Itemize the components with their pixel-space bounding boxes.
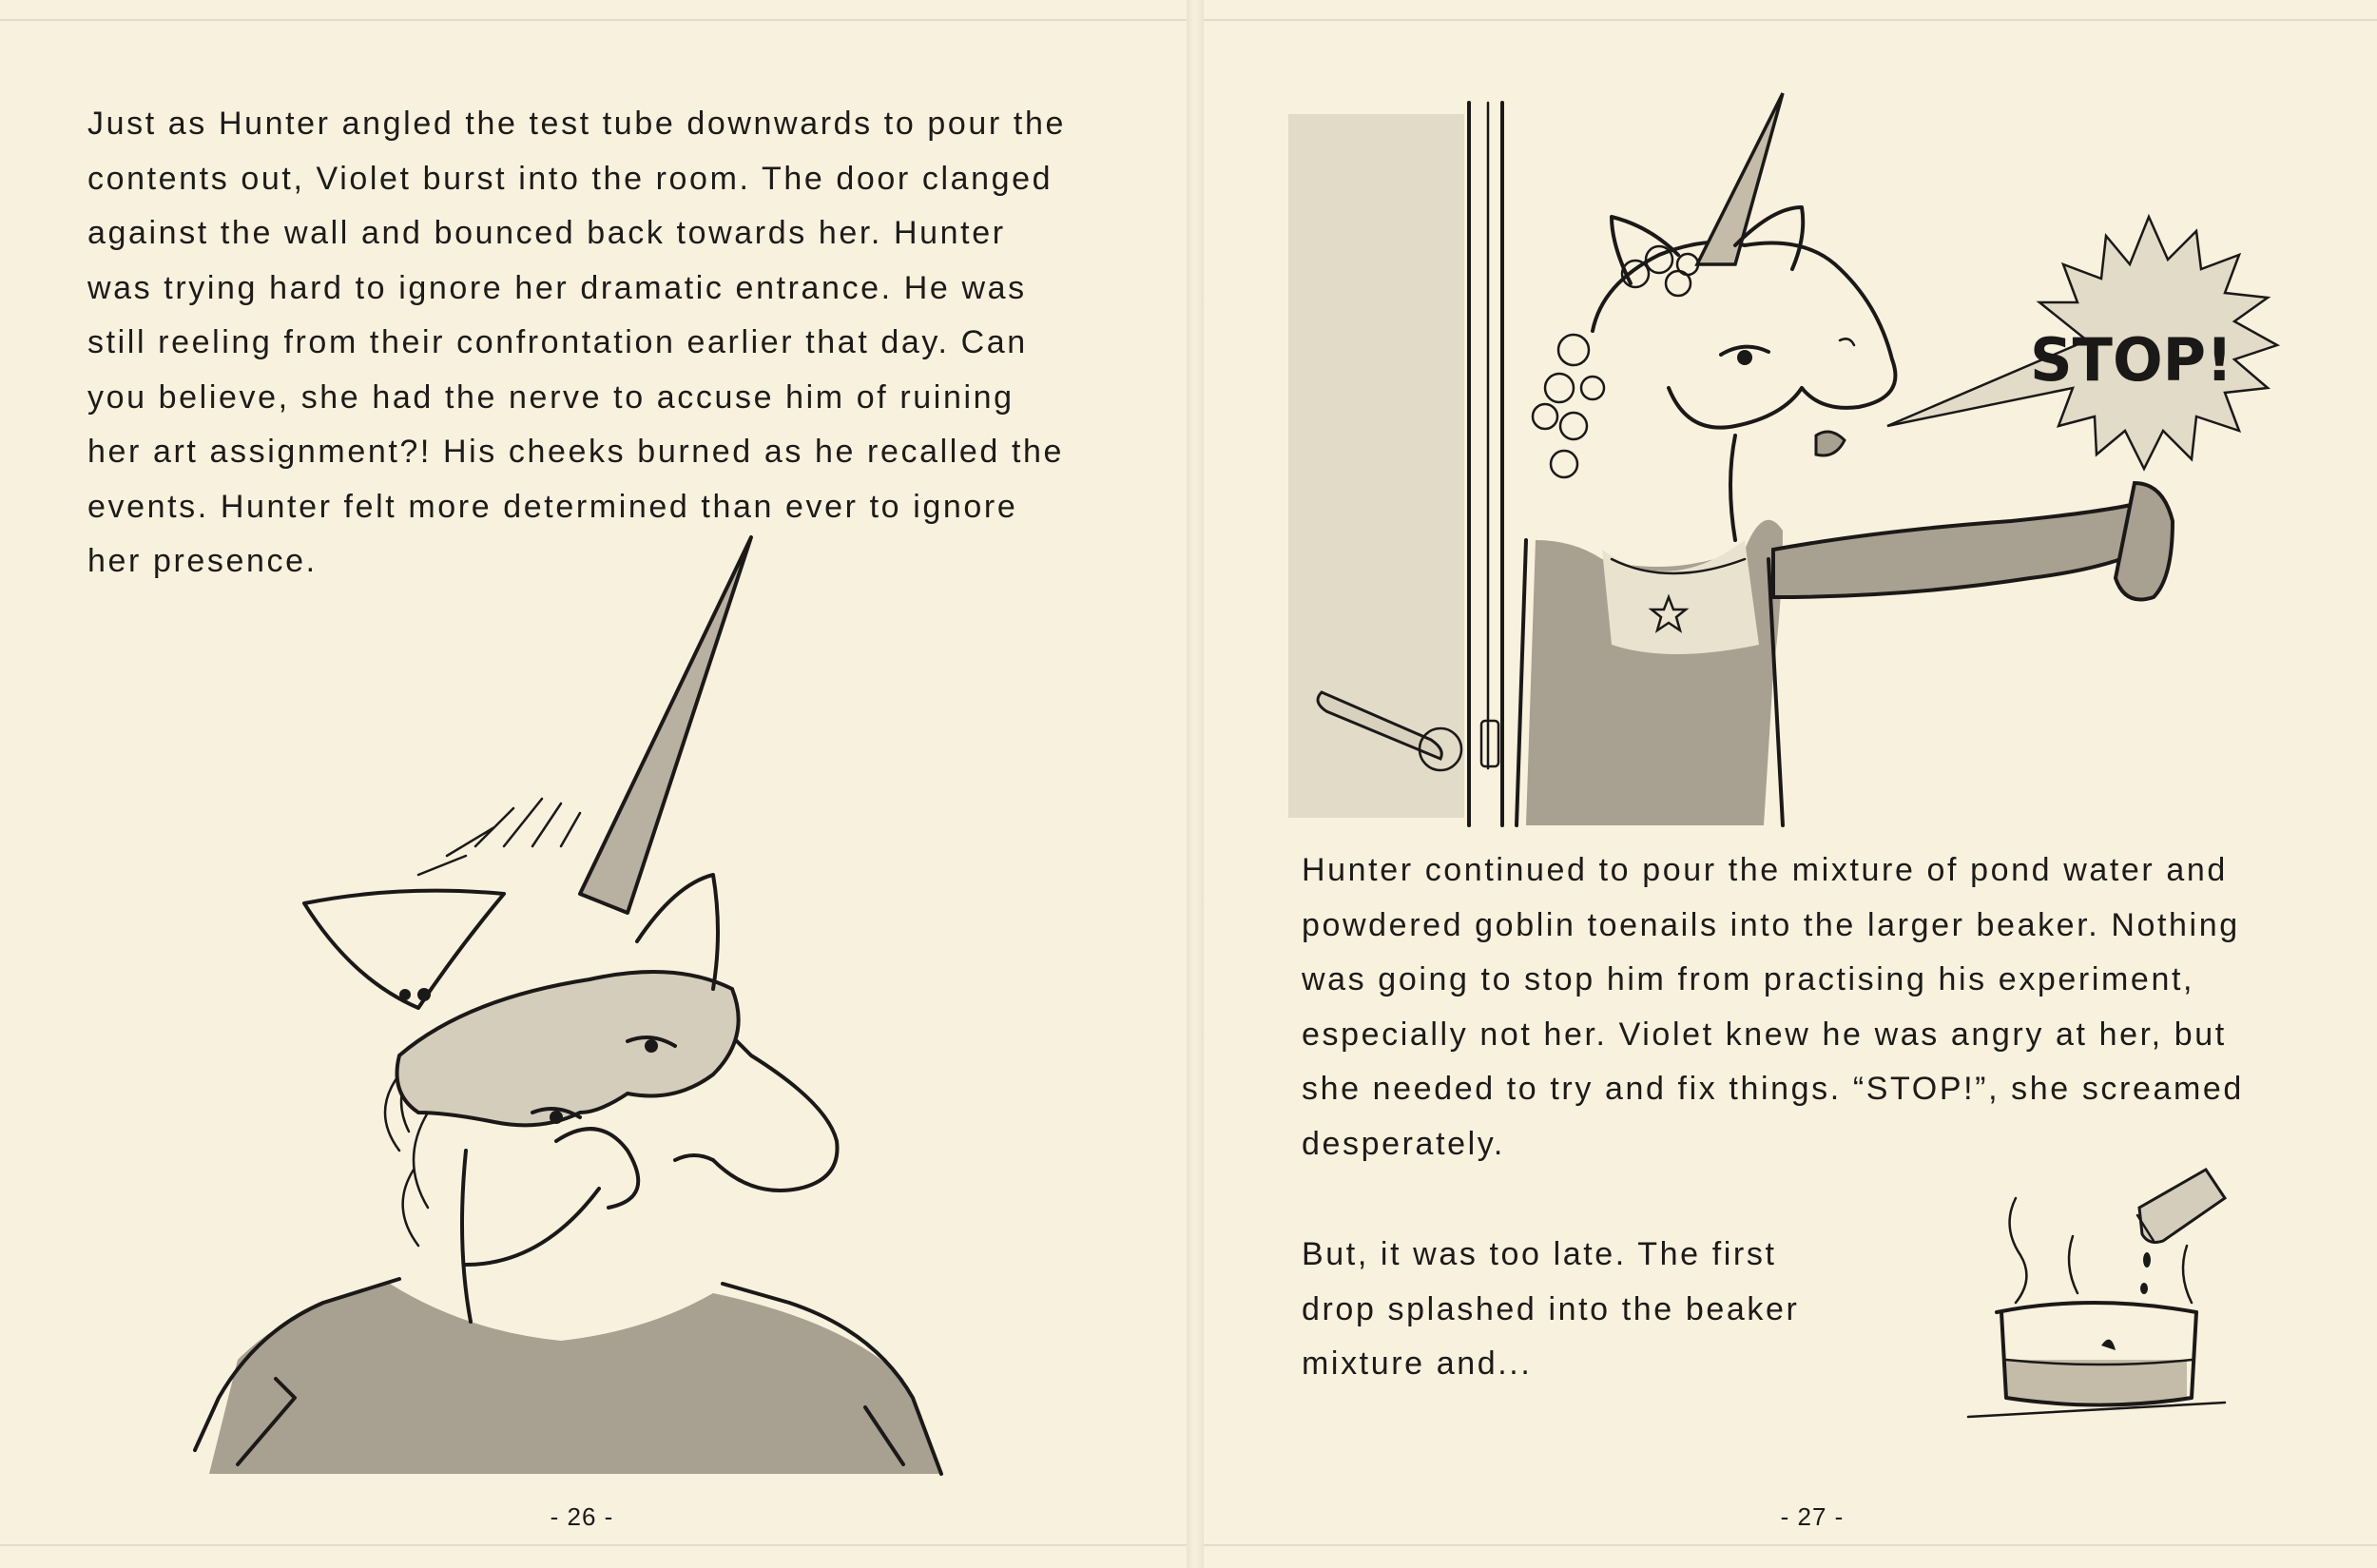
beaker-illustration [1949, 1170, 2234, 1426]
left-page-paragraph: Just as Hunter angled the test tube downwards to pour the contents out, Violet burst into the room. The door clanged against the wall and bounced back towards her. Hunter was trying hard to ignore her dramatic entrance. He was still reeling from their confrontation earlier that day. Can you believe, she had the nerve to accuse him of ruining her art assignment?! His cheeks burned as he recalled the events. Hunter felt more determined than ever to ignore her presence. [87, 106, 1066, 579]
right-page-paragraph-2: But, it was too late. The first drop splashed into the beaker mixture and... [1302, 1236, 1800, 1382]
page-number-left: - 26 - [550, 1502, 614, 1531]
right-page-paragraph-1: Hunter continued to pour the mixture of pond water and powdered goblin toenails into the larger beaker. Nothing was going to stop him from practising his experiment, especially not her. Violet knew he was angry at her, but she needed to try and fix things. “STOP!”, she screamed desperately. [1302, 852, 2244, 1162]
unicorn-hunter-illustration [181, 542, 1036, 1483]
page-number-right: - 27 - [1780, 1502, 1845, 1531]
door-scene-illustration [1288, 103, 2239, 825]
test-tube-illustration [2137, 1170, 2225, 1294]
speech-bubble-text: STOP! [2030, 325, 2233, 395]
